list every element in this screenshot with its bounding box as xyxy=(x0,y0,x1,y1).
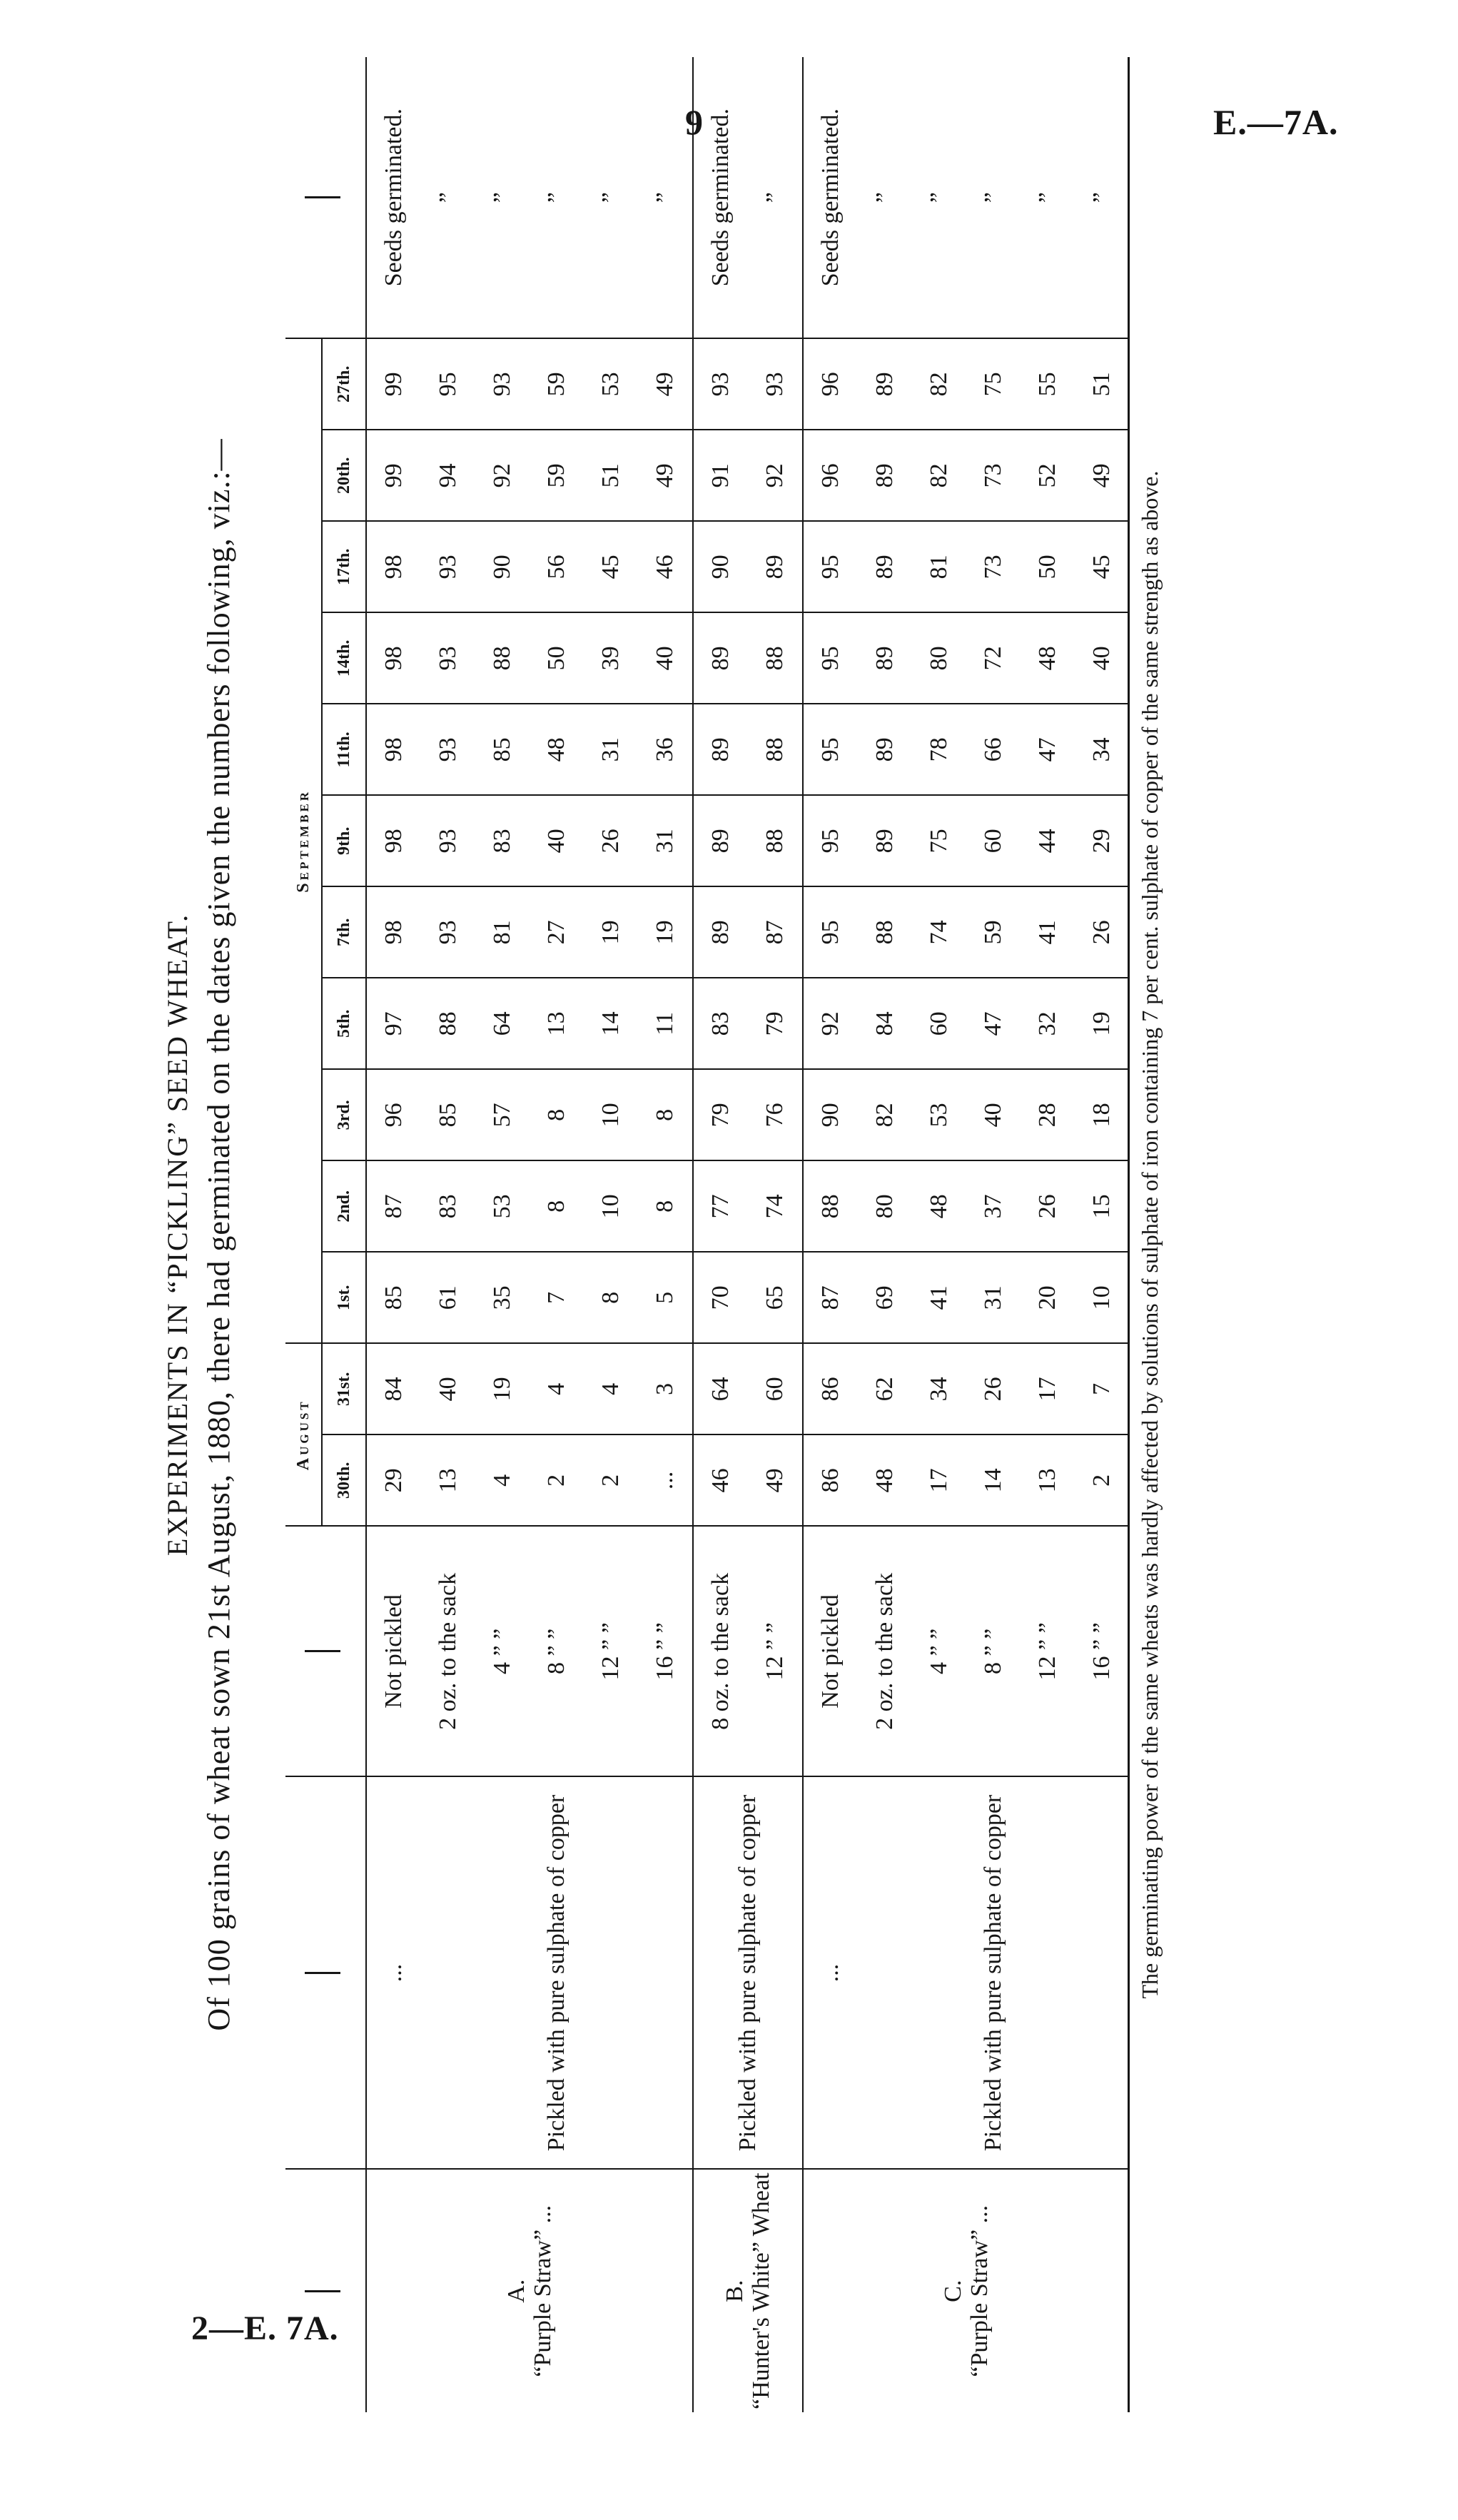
germination-count: 98 xyxy=(366,795,421,886)
germination-count: 4 xyxy=(530,1343,584,1434)
germination-count: 66 xyxy=(966,704,1021,795)
germination-count: 89 xyxy=(858,338,912,430)
germination-count: 70 xyxy=(693,1252,748,1343)
remark-cell: ” xyxy=(638,57,693,338)
header-day: 17th. xyxy=(322,521,366,612)
germination-count: 92 xyxy=(748,430,803,521)
germination-count: 89 xyxy=(693,886,748,978)
table-row xyxy=(803,57,858,2412)
treatment-description: ... xyxy=(803,1776,858,2169)
germination-count: ... xyxy=(638,1434,693,1526)
germination-count: 2 xyxy=(530,1434,584,1526)
remark-cell: ” xyxy=(421,57,475,338)
germination-count: 84 xyxy=(858,978,912,1069)
germination-count: 60 xyxy=(966,795,1021,886)
remark-cell: ” xyxy=(912,57,966,338)
germination-count: 56 xyxy=(530,521,584,612)
header-month-september: September xyxy=(285,338,322,1343)
header-day: 11th. xyxy=(322,704,366,795)
germination-count: 95 xyxy=(803,886,858,978)
group-cell xyxy=(693,2169,803,2412)
germination-count: 44 xyxy=(1021,795,1075,886)
germination-count: 34 xyxy=(912,1343,966,1434)
germination-count: 31 xyxy=(966,1252,1021,1343)
germination-count: 88 xyxy=(475,612,530,704)
germination-count: 8 xyxy=(530,1069,584,1160)
germination-count: 26 xyxy=(1075,886,1129,978)
germination-count: 10 xyxy=(584,1160,638,1252)
germination-count: 60 xyxy=(748,1343,803,1434)
germination-count: 4 xyxy=(584,1343,638,1434)
germination-count: 87 xyxy=(748,886,803,978)
germination-count: 92 xyxy=(475,430,530,521)
group-variety: “Hunter's White” Wheat xyxy=(748,2172,774,2409)
germination-count: 96 xyxy=(803,430,858,521)
germination-count: 81 xyxy=(475,886,530,978)
germination-count: 55 xyxy=(1021,338,1075,430)
table-row xyxy=(366,57,421,2412)
germination-count: 95 xyxy=(803,612,858,704)
germination-count: 86 xyxy=(803,1434,858,1526)
treatment-description: Pickled with pure sulphate of copper xyxy=(858,1776,1129,2169)
germination-count: 85 xyxy=(421,1069,475,1160)
germination-count: 72 xyxy=(966,612,1021,704)
germination-count: 48 xyxy=(858,1434,912,1526)
germination-count: 13 xyxy=(421,1434,475,1526)
germination-count: 31 xyxy=(584,704,638,795)
germination-count: 26 xyxy=(584,795,638,886)
germination-count: 98 xyxy=(366,886,421,978)
germination-count: 59 xyxy=(530,430,584,521)
germination-count: 39 xyxy=(584,612,638,704)
germination-count: 89 xyxy=(858,612,912,704)
dose-cell: 12 ” ” xyxy=(748,1526,803,1776)
group-cell xyxy=(803,2169,1129,2412)
germination-count: 53 xyxy=(584,338,638,430)
germination-count: 76 xyxy=(748,1069,803,1160)
germination-count: 74 xyxy=(748,1160,803,1252)
page-number: 9 xyxy=(685,102,703,142)
germination-count: 41 xyxy=(1021,886,1075,978)
germination-count: 37 xyxy=(966,1160,1021,1252)
header-day: 27th. xyxy=(322,338,366,430)
germination-count: 88 xyxy=(858,886,912,978)
germination-count: 15 xyxy=(1075,1160,1129,1252)
germination-count: 57 xyxy=(475,1069,530,1160)
germination-count: 90 xyxy=(693,521,748,612)
germination-count: 85 xyxy=(475,704,530,795)
germination-count: 69 xyxy=(858,1252,912,1343)
germination-count: 90 xyxy=(475,521,530,612)
germination-count: 95 xyxy=(421,338,475,430)
germination-count: 85 xyxy=(366,1252,421,1343)
germination-count: 99 xyxy=(366,338,421,430)
germination-count: 52 xyxy=(1021,430,1075,521)
germination-count: 90 xyxy=(803,1069,858,1160)
header-day: 5th. xyxy=(322,978,366,1069)
germination-count: 10 xyxy=(1075,1252,1129,1343)
germination-count: 89 xyxy=(858,430,912,521)
dose-cell: 16 ” ” xyxy=(638,1526,693,1776)
germination-count: 79 xyxy=(748,978,803,1069)
germination-count: 93 xyxy=(748,338,803,430)
page-reference: E.—7A. xyxy=(1213,102,1339,142)
germination-count: 86 xyxy=(803,1343,858,1434)
dose-cell: Not pickled xyxy=(803,1526,858,1776)
dose-cell: 12 ” ” xyxy=(1021,1526,1075,1776)
germination-count: 88 xyxy=(748,612,803,704)
germination-count: 82 xyxy=(858,1069,912,1160)
germination-count: 14 xyxy=(584,978,638,1069)
germination-count: 75 xyxy=(912,795,966,886)
germination-count: 49 xyxy=(1075,430,1129,521)
germination-count: 40 xyxy=(530,795,584,886)
germination-count: 34 xyxy=(1075,704,1129,795)
germination-count: 47 xyxy=(1021,704,1075,795)
germination-count: 93 xyxy=(421,521,475,612)
germination-count: 8 xyxy=(638,1160,693,1252)
germination-count: 28 xyxy=(1021,1069,1075,1160)
germination-count: 97 xyxy=(366,978,421,1069)
germination-count: 88 xyxy=(748,704,803,795)
germination-count: 94 xyxy=(421,430,475,521)
germination-count: 32 xyxy=(1021,978,1075,1069)
dose-cell: Not pickled xyxy=(366,1526,421,1776)
germination-count: 49 xyxy=(638,430,693,521)
germination-count: 80 xyxy=(858,1160,912,1252)
table-body xyxy=(366,57,1129,2412)
germination-count: 8 xyxy=(584,1252,638,1343)
germination-count: 50 xyxy=(530,612,584,704)
germination-count: 41 xyxy=(912,1252,966,1343)
header-day: 9th. xyxy=(322,795,366,886)
table-row xyxy=(421,57,475,2412)
germination-count: 40 xyxy=(966,1069,1021,1160)
germination-count: 48 xyxy=(912,1160,966,1252)
dose-cell: 2 oz. to the sack xyxy=(421,1526,475,1776)
germination-count: 87 xyxy=(803,1252,858,1343)
germination-count: 83 xyxy=(693,978,748,1069)
germination-count: 80 xyxy=(912,612,966,704)
header-dose xyxy=(285,1526,366,1776)
germination-count: 64 xyxy=(475,978,530,1069)
germination-count: 13 xyxy=(1021,1434,1075,1526)
germination-count: 81 xyxy=(912,521,966,612)
header-treatment xyxy=(285,1776,366,2169)
germination-count: 88 xyxy=(421,978,475,1069)
header-day: 30th. xyxy=(322,1434,366,1526)
germination-count: 60 xyxy=(912,978,966,1069)
germination-count: 19 xyxy=(638,886,693,978)
germination-count: 19 xyxy=(475,1343,530,1434)
germination-table xyxy=(285,57,1129,2412)
germination-count: 45 xyxy=(584,521,638,612)
germination-count: 53 xyxy=(912,1069,966,1160)
germination-count: 10 xyxy=(584,1069,638,1160)
remark-cell: Seeds germinated. xyxy=(803,57,858,338)
germination-count: 62 xyxy=(858,1343,912,1434)
header-day: 31st. xyxy=(322,1343,366,1434)
dose-cell: 12 ” ” xyxy=(584,1526,638,1776)
germination-count: 83 xyxy=(475,795,530,886)
remark-cell: ” xyxy=(1021,57,1075,338)
germination-count: 11 xyxy=(638,978,693,1069)
table-intro: Of 100 grains of wheat sown 21st August, 1880, there had germinated on the dates given the numbers following, viz.:— xyxy=(201,438,236,2031)
germination-count: 84 xyxy=(366,1343,421,1434)
table-footnote: The germinating power of the same wheats was hardly affected by solutions of sulphate of iron containing 7 per cent. sulphate of copper of the same strength as above. xyxy=(1128,57,1163,2412)
remark-cell: ” xyxy=(584,57,638,338)
germination-count: 17 xyxy=(1021,1343,1075,1434)
table-row xyxy=(858,57,912,2412)
group-variety: “Purple Straw” ... xyxy=(966,2205,993,2377)
dose-cell: 8 ” ” xyxy=(966,1526,1021,1776)
treatment-description: ... xyxy=(366,1776,421,2169)
germination-count: 78 xyxy=(912,704,966,795)
germination-count: 75 xyxy=(966,338,1021,430)
germination-count: 88 xyxy=(803,1160,858,1252)
header-day: 20th. xyxy=(322,430,366,521)
germination-count: 89 xyxy=(693,612,748,704)
germination-count: 93 xyxy=(421,886,475,978)
germination-count: 27 xyxy=(530,886,584,978)
germination-count: 98 xyxy=(366,521,421,612)
germination-count: 19 xyxy=(584,886,638,978)
germination-count: 7 xyxy=(530,1252,584,1343)
dose-cell: 4 ” ” xyxy=(475,1526,530,1776)
germination-count: 48 xyxy=(1021,612,1075,704)
germination-count: 98 xyxy=(366,612,421,704)
dose-cell: 8 ” ” xyxy=(530,1526,584,1776)
germination-count: 53 xyxy=(475,1160,530,1252)
page-footer-signature: 2—E. 7A. xyxy=(191,2309,339,2347)
germination-count: 73 xyxy=(966,430,1021,521)
germination-count: 93 xyxy=(475,338,530,430)
remark-cell: ” xyxy=(858,57,912,338)
germination-count: 5 xyxy=(638,1252,693,1343)
germination-count: 95 xyxy=(803,521,858,612)
germination-count: 13 xyxy=(530,978,584,1069)
rotated-table-block xyxy=(146,57,1174,2412)
germination-count: 93 xyxy=(421,795,475,886)
group-cell xyxy=(366,2169,693,2412)
germination-count: 40 xyxy=(1075,612,1129,704)
germination-count: 26 xyxy=(966,1343,1021,1434)
germination-count: 18 xyxy=(1075,1069,1129,1160)
treatment-description: Pickled with pure sulphate of copper xyxy=(421,1776,693,2169)
remark-cell: ” xyxy=(966,57,1021,338)
remark-cell: ” xyxy=(475,57,530,338)
header-day: 14th. xyxy=(322,612,366,704)
germination-count: 93 xyxy=(693,338,748,430)
remark-cell: Seeds germinated. xyxy=(693,57,748,338)
germination-count: 45 xyxy=(1075,521,1129,612)
table-title: EXPERIMENTS IN “PICKLING” SEED WHEAT. xyxy=(161,913,193,1557)
dose-cell: 8 oz. to the sack xyxy=(693,1526,748,1776)
dose-cell: 4 ” ” xyxy=(912,1526,966,1776)
header-day: 7th. xyxy=(322,886,366,978)
germination-count: 95 xyxy=(803,704,858,795)
germination-count: 8 xyxy=(638,1069,693,1160)
group-label: A. xyxy=(502,2279,530,2303)
germination-count: 46 xyxy=(693,1434,748,1526)
dose-cell: 16 ” ” xyxy=(1075,1526,1129,1776)
germination-count: 19 xyxy=(1075,978,1129,1069)
germination-count: 40 xyxy=(421,1343,475,1434)
header-day: 3rd. xyxy=(322,1069,366,1160)
germination-count: 93 xyxy=(421,704,475,795)
germination-count: 88 xyxy=(748,795,803,886)
group-label: B. xyxy=(721,2279,748,2302)
germination-count: 89 xyxy=(693,704,748,795)
header-remarks xyxy=(285,57,366,338)
germination-count: 51 xyxy=(584,430,638,521)
germination-count: 89 xyxy=(858,521,912,612)
germination-count: 82 xyxy=(912,338,966,430)
germination-count: 8 xyxy=(530,1160,584,1252)
germination-count: 99 xyxy=(366,430,421,521)
germination-count: 51 xyxy=(1075,338,1129,430)
germination-count: 17 xyxy=(912,1434,966,1526)
germination-count: 36 xyxy=(638,704,693,795)
germination-count: 98 xyxy=(366,704,421,795)
germination-count: 89 xyxy=(858,704,912,795)
header-group xyxy=(285,2169,366,2412)
germination-count: 40 xyxy=(638,612,693,704)
germination-count: 89 xyxy=(858,795,912,886)
remark-cell: ” xyxy=(530,57,584,338)
germination-count: 2 xyxy=(584,1434,638,1526)
germination-count: 49 xyxy=(638,338,693,430)
treatment-description: Pickled with pure sulphate of copper xyxy=(693,1776,803,2169)
germination-count: 91 xyxy=(693,430,748,521)
group-label: C. xyxy=(939,2279,966,2302)
remark-cell: ” xyxy=(748,57,803,338)
germination-count: 96 xyxy=(803,338,858,430)
germination-count: 93 xyxy=(421,612,475,704)
germination-count: 65 xyxy=(748,1252,803,1343)
germination-count: 89 xyxy=(693,795,748,886)
germination-count: 61 xyxy=(421,1252,475,1343)
germination-count: 14 xyxy=(966,1434,1021,1526)
header-day: 1st. xyxy=(322,1252,366,1343)
germination-count: 7 xyxy=(1075,1343,1129,1434)
germination-count: 49 xyxy=(748,1434,803,1526)
germination-count: 83 xyxy=(421,1160,475,1252)
group-variety: “Purple Straw” ... xyxy=(530,2205,556,2377)
remark-cell: Seeds germinated. xyxy=(366,57,421,338)
germination-count: 74 xyxy=(912,886,966,978)
germination-count: 59 xyxy=(530,338,584,430)
germination-count: 96 xyxy=(366,1069,421,1160)
germination-count: 3 xyxy=(638,1343,693,1434)
germination-count: 73 xyxy=(966,521,1021,612)
germination-count: 4 xyxy=(475,1434,530,1526)
germination-count: 82 xyxy=(912,430,966,521)
germination-count: 89 xyxy=(748,521,803,612)
table-row xyxy=(693,57,748,2412)
germination-count: 31 xyxy=(638,795,693,886)
germination-count: 48 xyxy=(530,704,584,795)
germination-count: 95 xyxy=(803,795,858,886)
germination-count: 77 xyxy=(693,1160,748,1252)
germination-count: 20 xyxy=(1021,1252,1075,1343)
germination-count: 46 xyxy=(638,521,693,612)
germination-count: 26 xyxy=(1021,1160,1075,1252)
germination-count: 87 xyxy=(366,1160,421,1252)
germination-count: 64 xyxy=(693,1343,748,1434)
header-month-august: August xyxy=(285,1343,322,1526)
dose-cell: 2 oz. to the sack xyxy=(858,1526,912,1776)
germination-count: 2 xyxy=(1075,1434,1129,1526)
germination-count: 35 xyxy=(475,1252,530,1343)
germination-count: 29 xyxy=(1075,795,1129,886)
germination-count: 50 xyxy=(1021,521,1075,612)
germination-count: 29 xyxy=(366,1434,421,1526)
germination-count: 92 xyxy=(803,978,858,1069)
germination-count: 47 xyxy=(966,978,1021,1069)
germination-count: 59 xyxy=(966,886,1021,978)
germination-count: 79 xyxy=(693,1069,748,1160)
remark-cell: ” xyxy=(1075,57,1129,338)
header-day: 2nd. xyxy=(322,1160,366,1252)
